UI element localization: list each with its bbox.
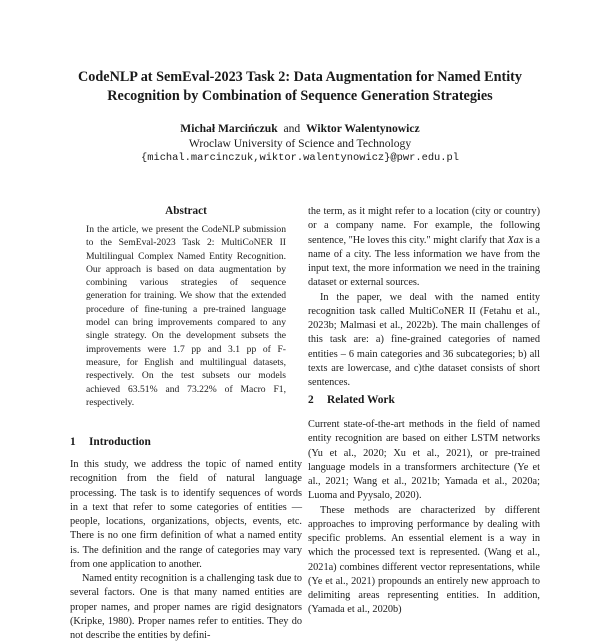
right-paragraph-1	[308, 205, 540, 291]
abstract-heading: Abstract	[165, 205, 207, 217]
related-work-number: 2	[308, 394, 314, 406]
right-paragraph-1-a: the term, as it might refer to a location (city or country) or a company name. For example, the following sentence, "He loves this city." might clarify that	[308, 206, 540, 246]
introduction-body	[70, 458, 302, 643]
right-paragraph-1-b: is a name of a city. The less information we have from the input text, the more information we need in the training dataset or external sources.	[308, 234, 540, 289]
paper-title	[40, 68, 560, 106]
author-2: Wiktor Walentynowicz	[306, 122, 420, 135]
introduction-number: 1	[70, 436, 76, 448]
affiliation: Wroclaw University of Science and Technology	[188, 137, 412, 150]
right-column-intro-continuation	[308, 205, 540, 390]
author-email: {michal.marcinczuk,wiktor.walentynowicz}@pwr.edu.pl	[140, 152, 459, 164]
abstract-text: In the article, we present the CodeNLP submission to the SemEval-2023 Task 2: MultiCoNER II Multilingual Complex Named Entity Recognition. Our approach is based on data augmentation by combining various strategies of sequence generation for training. We show that the extended procedure of fine-tuning a pre-trained language model can bring improvements compared to any single strategy. On the development subsets the improvements were 1.7 pp and 3.1 pp of F-measure, for English and multilingual datasets, respectively. On the test subsets our models achieved 63.51% and 73.22% of Macro F1, respectively.	[86, 224, 286, 408]
title-line-1: CodeNLP at SemEval-2023 Task 2: Data Augmentation for Named Entity	[78, 69, 522, 85]
right-paragraph-1-italic: Xax	[507, 234, 524, 246]
introduction-paragraph-1: In this study, we address the topic of named entity recognition from the field of natural language processing. The task is to identify sequences of words in a text that refer to some categories of entities — people, locations, organizations, objects, events, etc. There is no one firm definition of what a named entity is. The definition and the range of categories may vary from one application to another.	[70, 459, 302, 570]
related-work-heading	[308, 394, 395, 406]
related-work-paragraph-2: These methods are characterized by different approaches to improving performance by dealing with specific problems. An essential element is a way in which the processed text is represented. (Wang et al., 2021a) combines different vector representations, while (Ye et al., 2021) propounds an entirely new approach to delimiting areas representing entities. In addition, (Yamada et al., 2020b)	[308, 504, 540, 616]
right-paragraph-2: In the paper, we deal with the named entity recognition task called MultiCoNER II (Fetahu et al., 2023b; Malmasi et al., 2022b). The main challenges of this task are: a) fine-grained categories of named entities – 6 main categories and 36 subcategories; b) all texts are lowercase, and c)the dataset consists of short sentences.	[308, 291, 540, 388]
author-block	[40, 121, 560, 166]
introduction-heading	[70, 436, 151, 448]
introduction-paragraph-2: Named entity recognition is a challenging task due to several factors. One is that many named entities are proper names, and proper names are rigid designators (Kripke, 1980). Proper names refer to entities. They do not describe the entities by defini-	[70, 573, 302, 641]
author-1: Michał Marcińczuk	[180, 122, 278, 135]
author-names	[40, 121, 560, 136]
author-and: and	[283, 122, 301, 135]
related-work-title: Related Work	[327, 394, 395, 406]
introduction-title: Introduction	[89, 436, 151, 448]
title-line-2: Recognition by Combination of Sequence Generation Strategies	[107, 88, 493, 104]
related-work-body	[308, 418, 540, 618]
related-work-paragraph-1: Current state-of-the-art methods in the field of named entity recognition are based on either LSTM networks (Yu et al., 2020; Xu et al., 2021), or pre-trained language models in a transformers architecture (Ye et al., 2021; Wang et al., 2021b; Yamada et al., 2020a; Luoma and Pyysalo, 2020).	[308, 419, 540, 502]
